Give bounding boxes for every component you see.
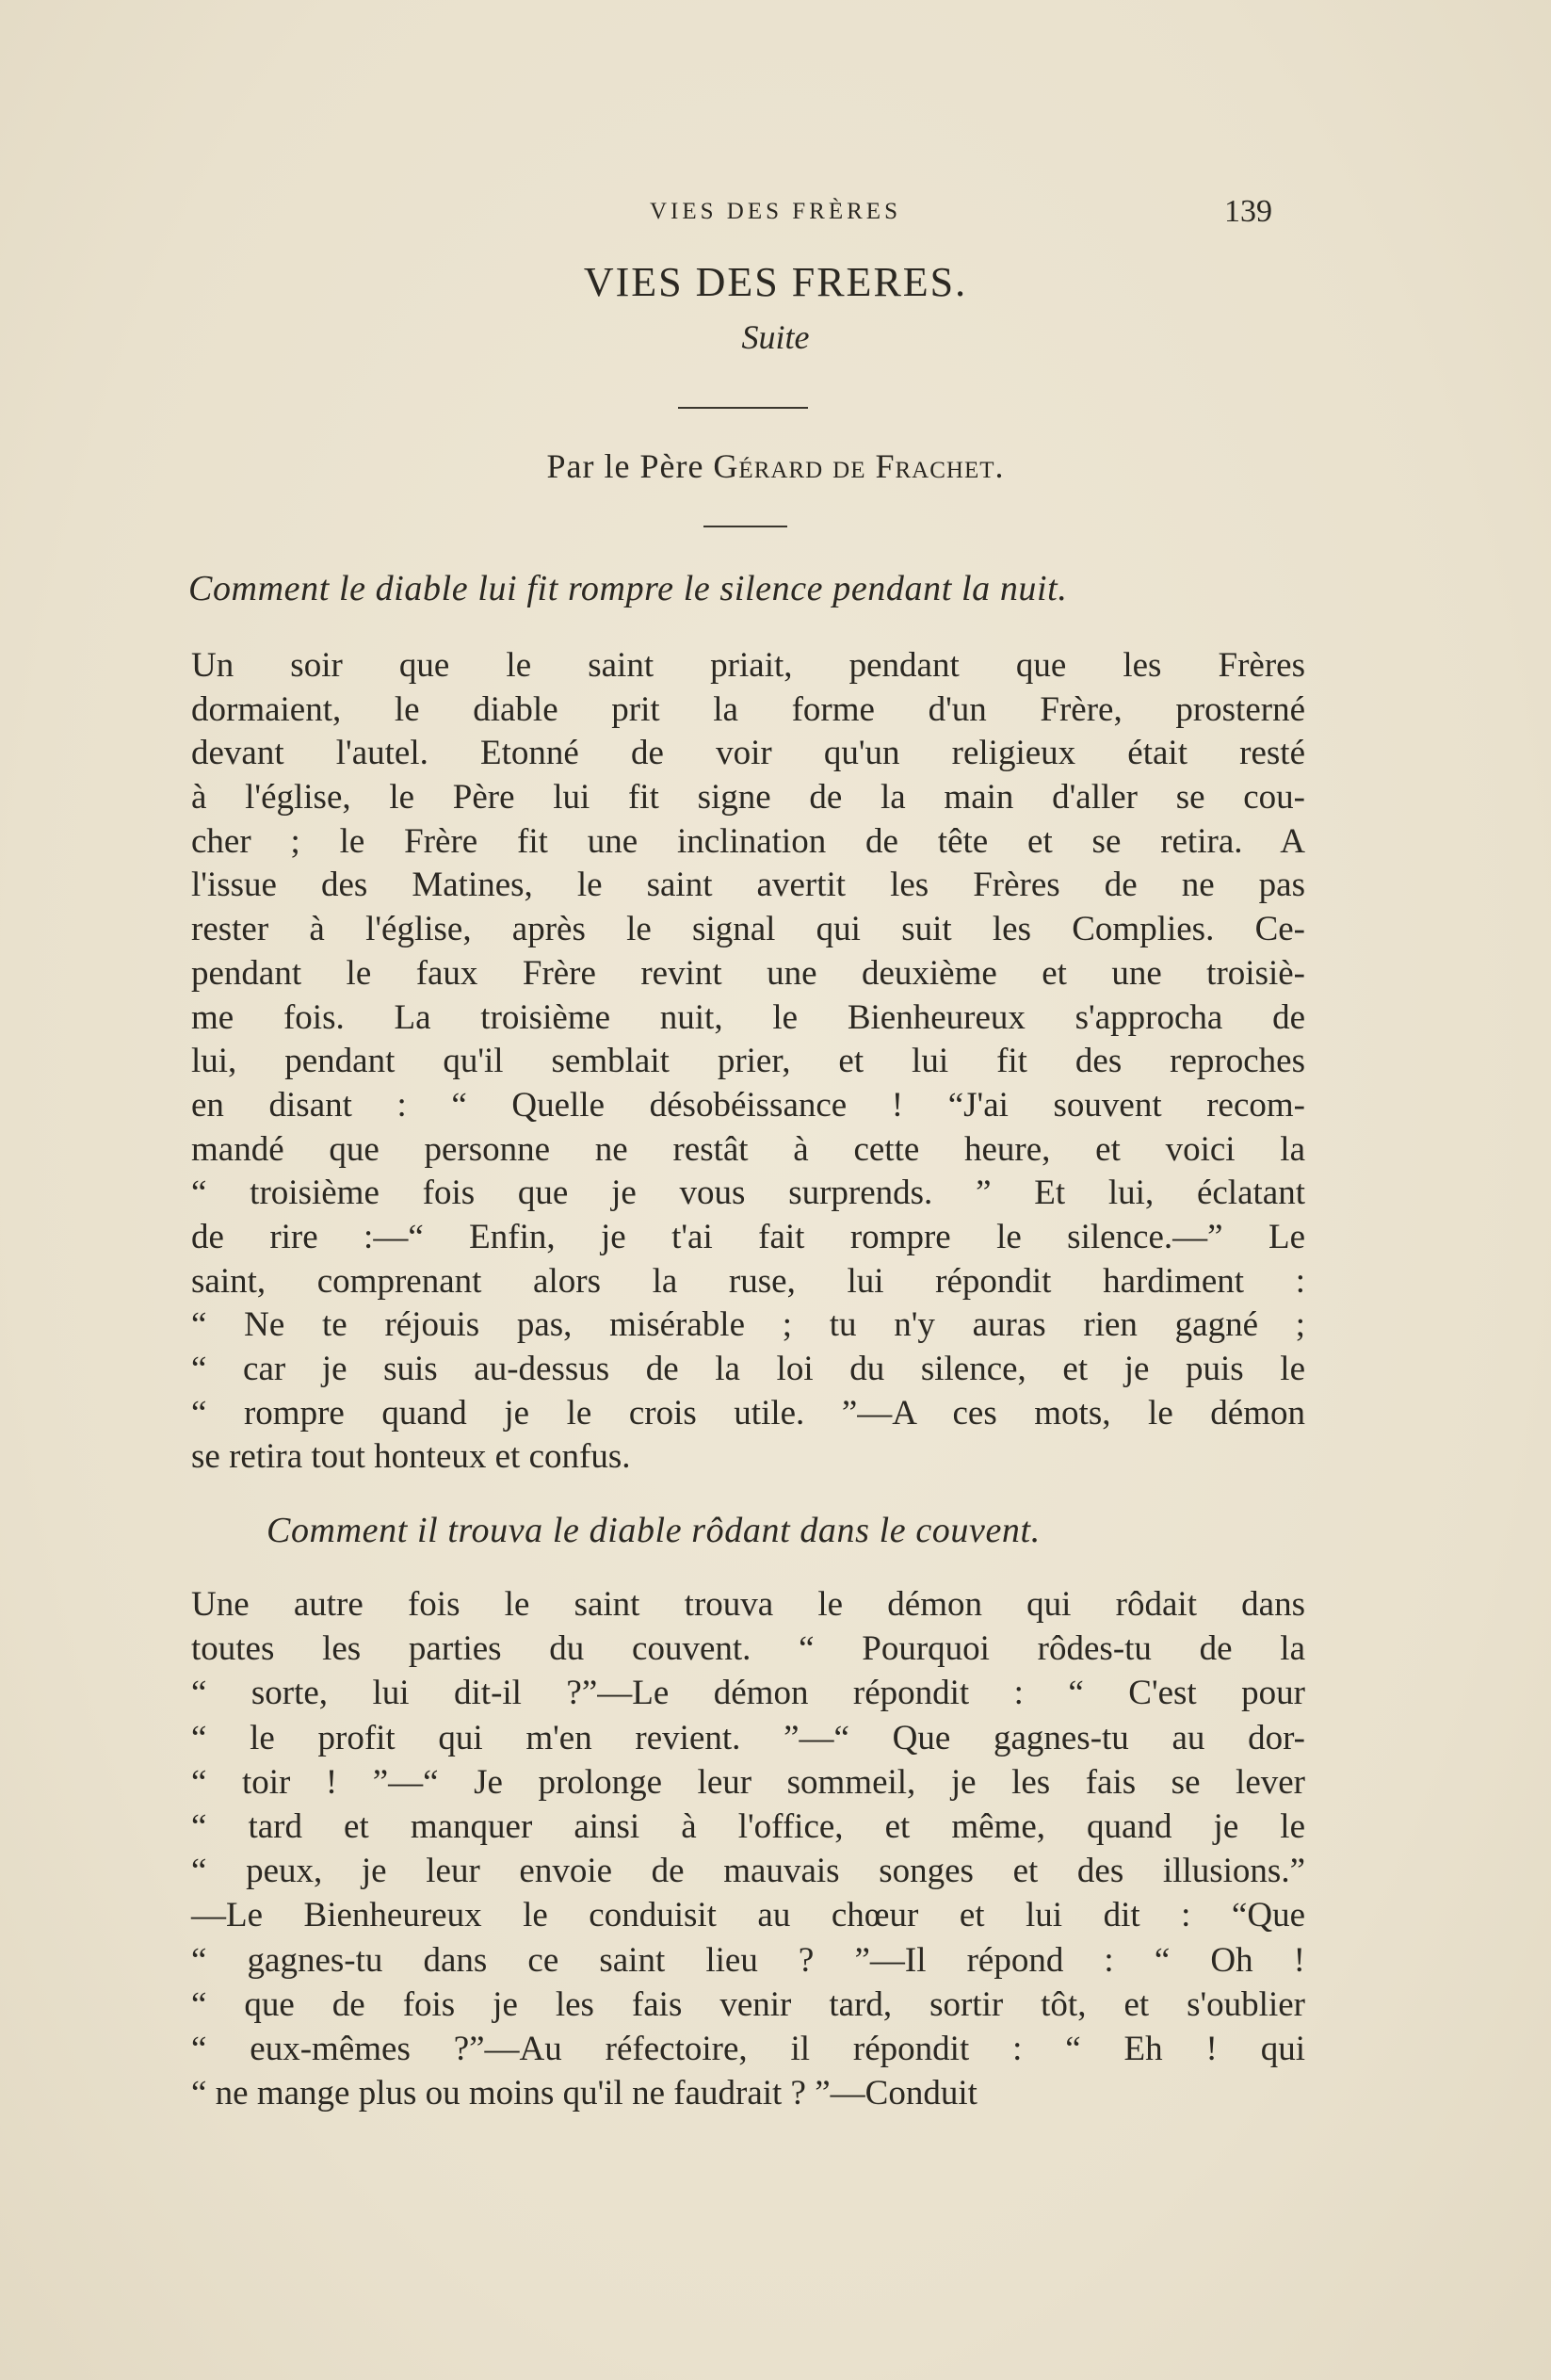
section-heading: Comment il trouva le diable rôdant dans le couvent.: [267, 1511, 1041, 1550]
text-line: me fois. La troisième nuit, le Bienheureux s'approcha de: [191, 997, 1305, 1037]
running-title: VIES DES FRÈRES: [650, 199, 901, 224]
text-line: mandé que personne ne restât à cette heure, et voici la: [191, 1129, 1305, 1169]
section-heading: Comment le diable lui fit rompre le silence pendant la nuit.: [188, 569, 1068, 608]
text-line: se retira tout honteux et confus.: [191, 1437, 631, 1477]
running-head: [0, 193, 1551, 231]
author-line: [0, 443, 1551, 490]
text-line: “ Ne te réjouis pas, misérable ; tu n'y auras rien gagné ;: [191, 1305, 1305, 1345]
article-title: VIES DES FRERES.: [583, 259, 968, 305]
text-line: lui, pendant qu'il semblait prier, et lui fit des reproches: [191, 1042, 1305, 1081]
text-line: à l'église, le Père lui fit signe de la main d'aller se cou-: [191, 778, 1305, 818]
text-line: “ le profit qui m'en revient. ”—“ Que gagnes-tu au dor-: [191, 1718, 1305, 1757]
text-line: Un soir que le saint priait, pendant que les Frères: [191, 646, 1305, 685]
paragraph: [191, 644, 1305, 1480]
text-line: devant l'autel. Etonné de voir qu'un religieux était resté: [191, 734, 1305, 773]
text-line: pendant le faux Frère revint une deuxième et une troisiè-: [191, 953, 1305, 993]
page-number: 139: [1224, 194, 1272, 229]
text-line: Une autre fois le saint trouva le démon qui rôdait dans: [191, 1585, 1305, 1624]
text-line: “ rompre quand je le crois utile. ”—A ces mots, le démon: [191, 1393, 1305, 1433]
text-line: “ tard et manquer ainsi à l'office, et même, quand je le: [191, 1806, 1305, 1846]
text-line: “ que de fois je les fais venir tard, sortir tôt, et s'oublier: [191, 1984, 1305, 2024]
text-line: “ peux, je leur envoie de mauvais songes et des illusions.”: [191, 1852, 1305, 1891]
text-line: rester à l'église, après le signal qui suit les Complies. Ce-: [191, 910, 1305, 949]
divider-rule: [703, 526, 787, 527]
text-line: l'issue des Matines, le saint avertit les Frères de ne pas: [191, 866, 1305, 905]
article-subtitle: Suite: [741, 318, 810, 356]
text-line: —Le Bienheureux le conduisit au chœur et lui dit : “Que: [191, 1896, 1305, 1935]
text-line: “ sorte, lui dit-il ?”—Le démon répondit : “ C'est pour: [191, 1674, 1305, 1713]
text-line: dormaient, le diable prit la forme d'un Frère, prosterné: [191, 689, 1305, 729]
text-line: de rire :—“ Enfin, je t'ai fait rompre le silence.—” Le: [191, 1217, 1305, 1256]
text-line: “ troisième fois que je vous surprends. ” Et lui, éclatant: [191, 1174, 1305, 1213]
divider-rule: [678, 407, 808, 409]
paragraph: [191, 1582, 1305, 2115]
text-line: “ gagnes-tu dans ce saint lieu ? ”—Il répond : “ Oh !: [191, 1940, 1305, 1980]
text-line: “ eux-mêmes ?”—Au réfectoire, il répondit : “ Eh ! qui: [191, 2029, 1305, 2068]
author-name: Gérard de Frachet.: [713, 447, 1005, 485]
text-line: “ car je suis au-dessus de la loi du silence, et je puis le: [191, 1350, 1305, 1388]
text-line: en disant : “ Quelle désobéissance ! “J'ai souvent recom-: [191, 1085, 1305, 1125]
text-line: “ ne mange plus ou moins qu'il ne faudrait ? ”—Conduit: [191, 2074, 977, 2113]
text-line: “ toir ! ”—“ Je prolonge leur sommeil, je les fais se lever: [191, 1762, 1305, 1802]
text-line: cher ; le Frère fit une inclination de tête et se retira. A: [191, 821, 1305, 861]
author-prefix: Par le Père: [546, 447, 714, 485]
text-line: toutes les parties du couvent. “ Pourquoi rôdes-tu de la: [191, 1629, 1305, 1669]
text-line: saint, comprenant alors la ruse, lui répondit hardiment :: [191, 1261, 1305, 1301]
